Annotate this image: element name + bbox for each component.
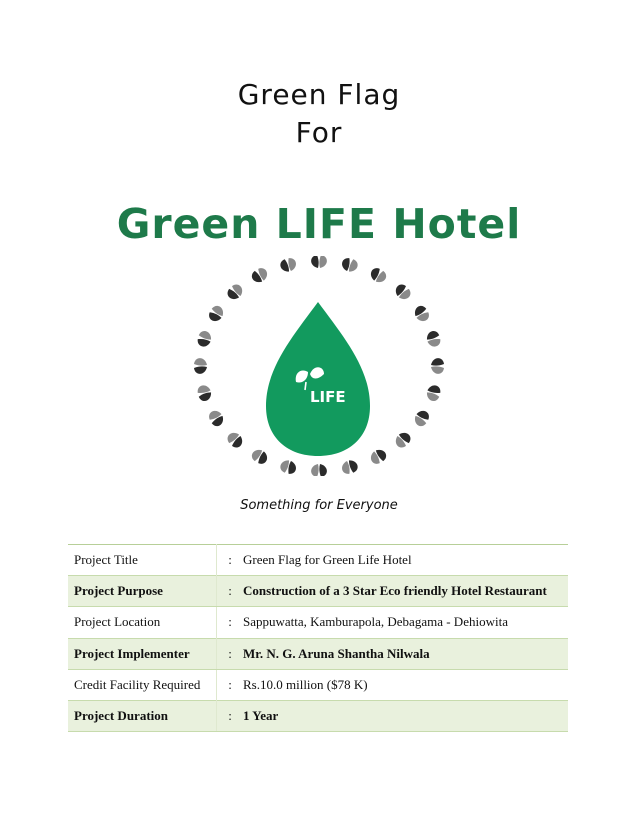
ring-leaf-icon [311,464,327,476]
detail-separator: : [217,576,238,607]
project-details-table [68,544,568,732]
hotel-logo [188,256,450,476]
ring-leaf-icon [279,257,298,274]
ring-leaf-icon [196,330,213,349]
logo-text: LIFE [310,388,346,406]
detail-row [68,576,568,607]
detail-label: Project Location [74,614,161,630]
detail-label: Project Duration [68,700,217,731]
ring-leaf-icon [425,384,442,403]
detail-row [68,700,568,731]
detail-label: Project Implementer [68,638,217,669]
detail-label: Credit Facility Required [74,676,201,692]
ring-leaf-icon [340,257,359,274]
detail-value: Construction of a 3 Star Eco friendly Hotel Restaurant [237,576,568,607]
ring-leaf-icon [368,266,388,285]
ring-leaf-icon [207,304,226,324]
ring-leaf-icon [368,447,388,466]
ring-leaf-icon [279,459,298,476]
ring-leaf-icon [425,330,442,349]
detail-separator: : [217,545,238,576]
title-line-1: Green Flag [237,78,401,111]
ring-leaf-icon [340,459,359,476]
ring-leaf-icon [225,430,245,450]
ring-leaf-icon [194,358,207,374]
detail-value: Sappuwatta, Kamburapola, Debagama - Dehiowita [243,614,508,630]
detail-row [68,638,568,669]
ring-leaf-icon [431,358,444,374]
detail-label: Project Title [74,552,138,568]
detail-value: Green Flag for Green Life Hotel [243,552,412,568]
title-line-2: For [295,116,343,149]
detail-row [68,607,568,638]
detail-row [68,669,568,700]
detail-separator: : [217,638,238,669]
detail-row [68,545,568,576]
ring-leaf-icon [207,408,226,428]
ring-leaf-icon [225,282,245,302]
tagline: Something for Everyone [240,498,398,513]
hotel-name: Green LIFE Hotel [116,200,522,248]
detail-value: 1 Year [237,700,568,731]
ring-leaf-icon [250,266,270,285]
ring-leaf-icon [311,256,327,268]
ring-leaf-icon [196,384,213,403]
ring-leaf-icon [412,408,431,428]
detail-value: Rs.10.0 million ($78 K) [243,676,368,692]
detail-separator: : [217,669,238,700]
ring-leaf-icon [250,447,270,466]
green-drop-icon [266,302,370,456]
ring-leaf-icon [393,282,413,302]
detail-label: Project Purpose [68,576,217,607]
ring-leaf-icon [393,430,413,450]
detail-separator: : [217,607,238,638]
detail-separator: : [217,700,238,731]
detail-value: Mr. N. G. Aruna Shantha Nilwala [237,638,568,669]
ring-leaf-icon [412,304,431,324]
